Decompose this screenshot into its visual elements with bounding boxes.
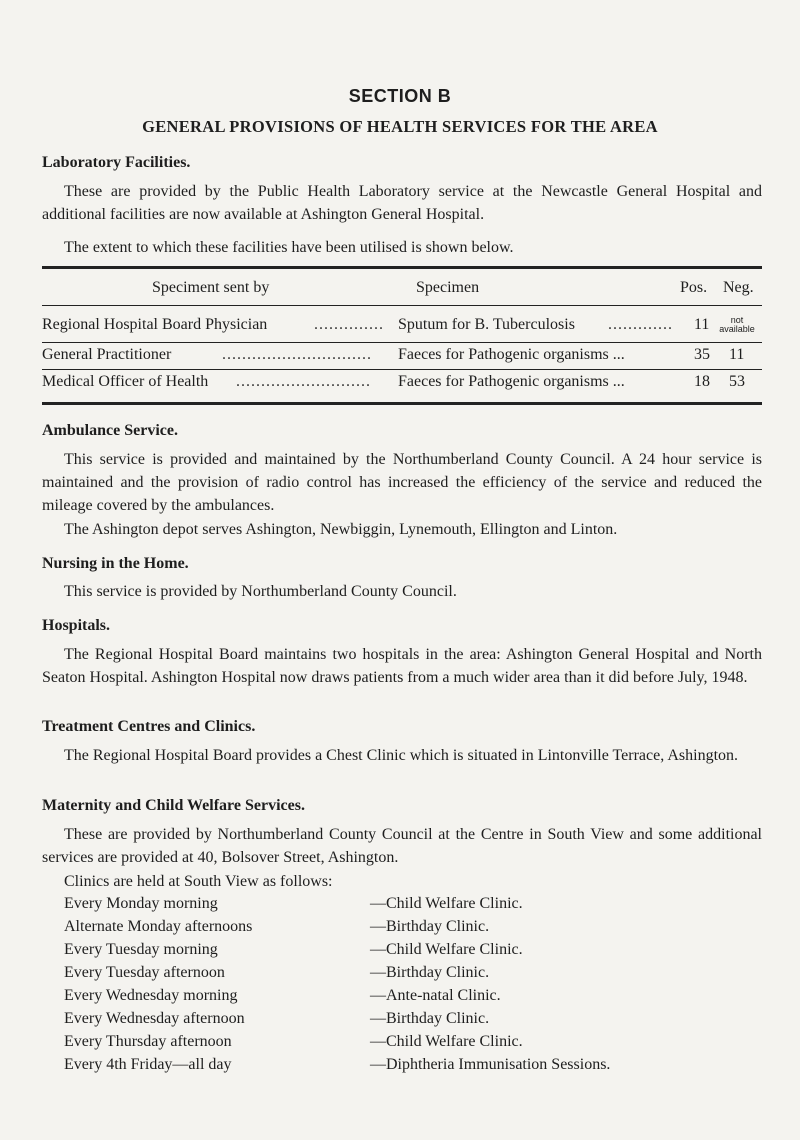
row-neg: 11: [729, 346, 745, 363]
schedule-when: Every Wednesday morning: [64, 987, 238, 1004]
row-specimen: Faeces for Pathogenic organisms ...: [398, 373, 625, 390]
hospitals-para-1: The Regional Hospital Board maintains two hospitals in the area: Ashington General Hospital and North Seaton Hospital. Ashington Hospital now draws patients from a much wider area than it did before July, 1948.: [42, 646, 762, 686]
ambulance-para-2: The Ashington depot serves Ashington, Newbiggin, Lynemouth, Ellington and Linton.: [64, 521, 618, 538]
treatment-heading: Treatment Centres and Clinics.: [42, 718, 256, 735]
schedule-when: Every Thursday afternoon: [64, 1033, 232, 1050]
row-rule: [42, 369, 762, 370]
header-pos: Pos.: [680, 279, 708, 296]
dot-leader: ..............: [314, 316, 384, 333]
nursing-heading: Nursing in the Home.: [42, 555, 189, 572]
dot-leader: ...........................: [236, 373, 371, 390]
schedule-when: Alternate Monday afternoons: [64, 918, 253, 935]
hospitals-heading: Hospitals.: [42, 617, 111, 634]
schedule-when: Every 4th Friday—all day: [64, 1056, 232, 1073]
maternity-para-1: These are provided by Northumberland County Council at the Centre in South View and some additional services are provided at 40, Bolsover Street, Ashington.: [42, 826, 762, 866]
schedule-when: Every Wednesday afternoon: [64, 1010, 245, 1027]
row-pos: 18: [694, 373, 710, 390]
section-title: SECTION B: [348, 86, 452, 106]
row-pos: 35: [694, 346, 710, 363]
lab-heading: Laboratory Facilities.: [42, 154, 191, 171]
row-rule: [42, 342, 762, 343]
row-specimen: Faeces for Pathogenic organisms ...: [398, 346, 625, 363]
schedule-when: Every Tuesday afternoon: [64, 964, 225, 981]
maternity-heading: Maternity and Child Welfare Services.: [42, 797, 305, 814]
schedule-service: —Child Welfare Clinic.: [370, 1033, 523, 1050]
row-pos: 11: [694, 316, 710, 333]
header-specimen: Specimen: [416, 279, 480, 296]
table-header-rule: [42, 305, 762, 306]
table-bottom-rule: [42, 402, 762, 405]
schedule-when: Every Tuesday morning: [64, 941, 218, 958]
ambulance-para-1: This service is provided and maintained by the Northumberland County Council. A 24 hour service is maintained and the provision of radio control has increased the efficiency of the service and reduced the mileage covered by the ambulances.: [42, 451, 762, 514]
nursing-para-1: This service is provided by Northumberland County Council.: [64, 583, 457, 600]
schedule-when: Every Monday morning: [64, 895, 218, 912]
header-sender: Speciment sent by: [152, 279, 270, 296]
schedule-service: —Ante-natal Clinic.: [370, 987, 501, 1004]
lab-para-2: The extent to which these facilities have been utilised is shown below.: [64, 239, 514, 256]
row-sender: Medical Officer of Health: [42, 373, 209, 390]
row-sender: Regional Hospital Board Physician: [42, 316, 268, 333]
row-sender: General Practitioner: [42, 346, 172, 363]
treatment-para-1: The Regional Hospital Board provides a Chest Clinic which is situated in Lintonville Terrace, Ashington.: [64, 747, 739, 764]
row-neg: 53: [729, 373, 745, 390]
row-specimen: Sputum for B. Tuberculosis: [398, 316, 575, 333]
row-neg-not-available: not available: [719, 315, 755, 334]
schedule-service: —Birthday Clinic.: [370, 918, 490, 935]
section-subtitle: GENERAL PROVISIONS OF HEALTH SERVICES FOR THE AREA: [142, 117, 658, 136]
schedule-service: —Birthday Clinic.: [370, 964, 490, 981]
schedule-service: —Child Welfare Clinic.: [370, 941, 523, 958]
header-neg: Neg.: [723, 279, 754, 296]
dot-leader: .............: [608, 316, 673, 333]
lab-para-1: These are provided by the Public Health Laboratory service at the Newcastle General Hospital and additional facilities are now available at Ashington General Hospital.: [42, 183, 762, 223]
schedule-service: —Birthday Clinic.: [370, 1010, 490, 1027]
maternity-para-2: Clinics are held at South View as follows:: [64, 873, 333, 890]
ambulance-heading: Ambulance Service.: [42, 422, 178, 439]
schedule-service: —Diphtheria Immunisation Sessions.: [370, 1056, 611, 1073]
dot-leader: ..............................: [222, 346, 372, 363]
table-top-rule: [42, 266, 762, 269]
schedule-service: —Child Welfare Clinic.: [370, 895, 523, 912]
